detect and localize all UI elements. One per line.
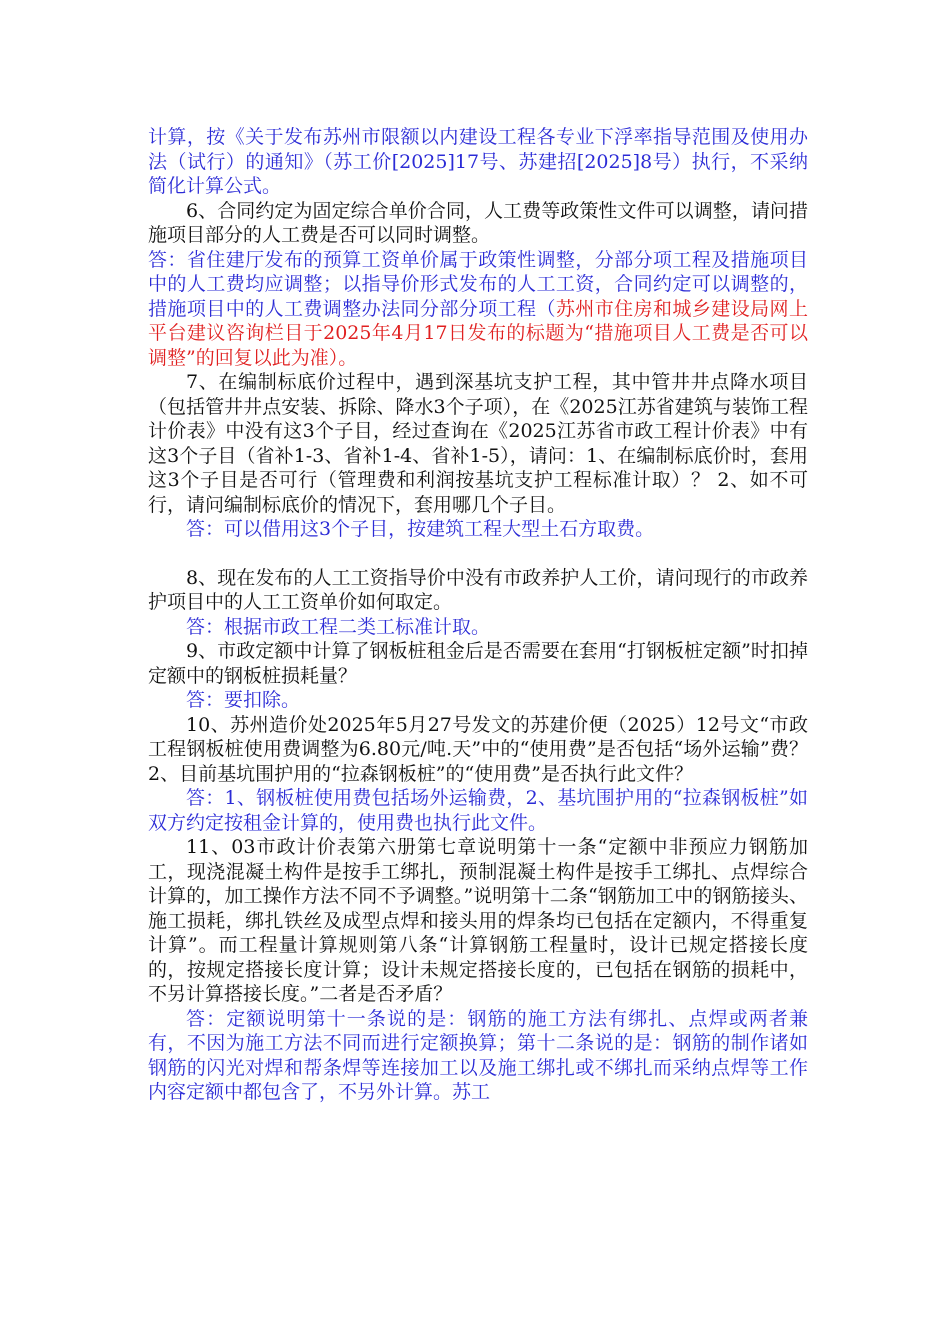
- question-8: 8、现在发布的人工工资指导价中没有市政养护人工价，请问现行的市政养护项目中的人工工资单价如何取定。: [148, 566, 808, 613]
- answer-6: [148, 248, 808, 371]
- answer-11: 答：定额说明第十一条说的是：钢筋的施工方法有绑扎、点焊或两者兼有，不因为施工方法不同而进行定额换算；第十二条说的是：钢筋的制作诸如钢筋的闪光对焊和帮条焊等连接加工以及施工绑扎或不绑扎而采纳点焊等工作内容定额中都包含了，不另外计算。苏工: [148, 1007, 808, 1103]
- question-7: 7、在编制标底价过程中，遇到深基坑支护工程，其中管井井点降水项目（包括管井井点安装、拆除、降水3个子项），在《2025江苏省建筑与装饰工程计价表》中没有这3个子目，经过查询在《2025江苏省市政工程计价表》中有这3个子目（省补1-3、省补1-4、省补1-5），请问：1、在编制标底价时，套用这3个子目是否可行（管理费和利润按基坑支护工程标准计取）？ 2、如不可行，请问编制标底价的情况下，套用哪几个子目。: [148, 371, 808, 516]
- answer-9: 答：要扣除。: [186, 689, 301, 711]
- answer-10: 答：1、钢板桩使用费包括场外运输费，2、基坑围护用的“拉森钢板桩”如双方约定按租金计算的，使用费也执行此文件。: [148, 787, 808, 834]
- answer-6-text: 答：省住建厅发布的预算工资单价属于政策性调整，分部分项工程及措施项目中的人工费均应调整；以指导价形式发布的人工工资，合同约定可以调整的，措施项目中的人工费调整办法同分部分项工程（: [148, 248, 808, 320]
- question-9: 9、市政定额中计算了钢板桩租金后是否需要在套用“打钢板桩定额”时扣掉定额中的钢板桩损耗量？: [148, 640, 808, 687]
- question-11: 11、03市政计价表第六册第七章说明第十一条“定额中非预应力钢筋加工，现浇混凝土构件是按手工绑扎，预制混凝土构件是按手工绑扎、点焊综合计算的，加工操作方法不同不予调整。”说明第十二条“钢筋加工中的钢筋接头、施工损耗，绑扎铁丝及成型点焊和接头用的焊条均已包括在定额内，不得重复计算”。而工程量计算规则第八条“计算钢筋工程量时，设计已规定搭接长度的，按规定搭接长度计算；设计未规定搭接长度的，已包括在钢筋的损耗中，不另计算搭接长度。”二者是否矛盾？: [148, 836, 808, 1005]
- document-page: [148, 125, 808, 1105]
- answer-8: 答：根据市政工程二类工标准计取。: [186, 615, 491, 638]
- question-6: 6、合同约定为固定综合单价合同，人工费等政策性文件可以调整，请问措施项目部分的人工费是否可以同时调整。: [148, 199, 808, 246]
- blank-line: [148, 542, 808, 566]
- question-10: 10、苏州造价处2025年5月27号发文的苏建价便（2025）12号文“市政工程钢板桩使用费调整为6.80元/吨.天”中的“使用费”是否包括“场外运输”费？ 2、目前基坑围护用的“拉森钢板桩”的“使用费”是否执行此文件？: [148, 713, 808, 785]
- answer-7: 答：可以借用这3个子目，按建筑工程大型土石方取费。: [186, 518, 655, 540]
- answer-6-reference: 苏州市住房和城乡建设局网上平台建议咨询栏目于2025年4月17日发布的标题为“措施项目人工费是否可以调整”的回复以此为准）。: [148, 297, 808, 369]
- paragraph-continuation: 计算，按《关于发布苏州市限额以内建设工程各专业下浮率指导范围及使用办法（试行）的通知》（苏工价[2025]17号、苏建招[2025]8号）执行，不采纳简化计算公式。: [148, 126, 808, 197]
